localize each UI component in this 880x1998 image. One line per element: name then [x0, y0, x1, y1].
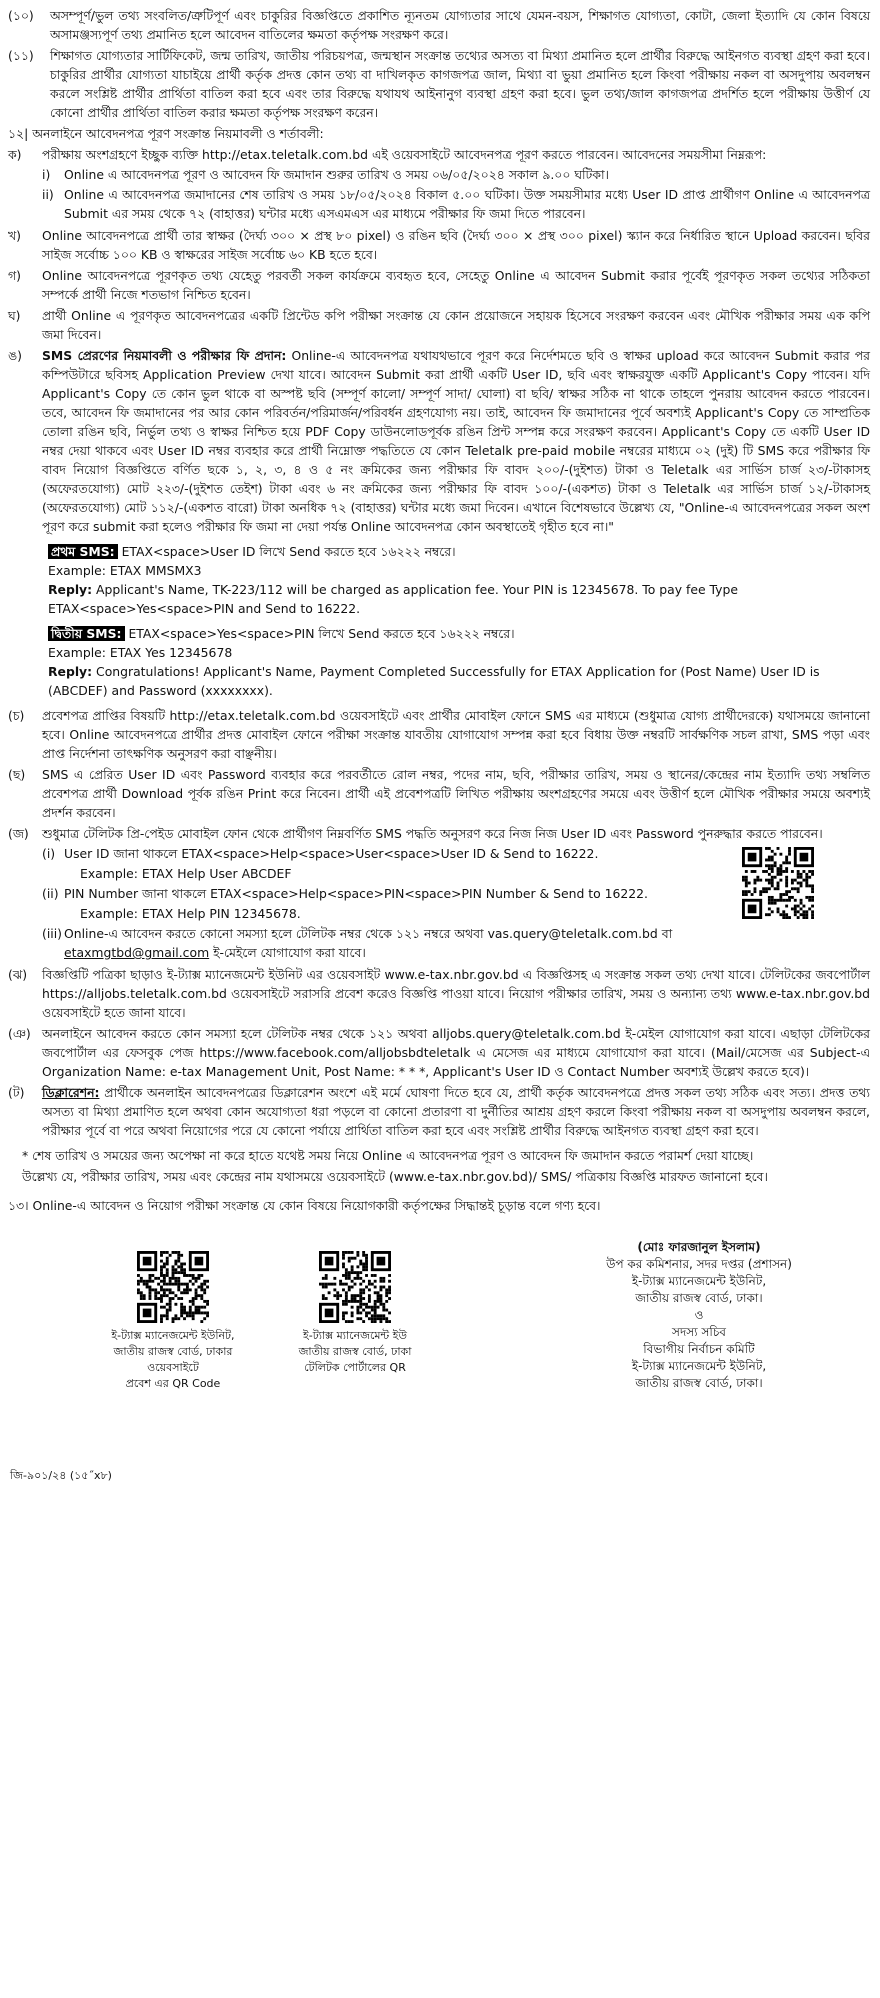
- qr-code-icon: [742, 847, 814, 919]
- clause-ka: [8, 145, 870, 224]
- sms-second-instruction: ETAX<space>Yes<space>PIN লিখে Send করতে হবে ১৬২২২ নম্বরে।: [128, 626, 515, 641]
- email-link[interactable]: etaxmgtbd@gmail.com: [64, 945, 210, 960]
- clause-number: (জ): [8, 826, 29, 841]
- clause-text: Online আবেদনপত্রে পূরণকৃত তথ্য যেহেতু পরবর্তী সকল কার্যক্রমে ব্যবহৃত হবে, সেহেতু Online এ আবেদন Submit করার পূর্বেই পূরণকৃত সকল তথ্যের সঠিকতা সম্পর্কে প্রার্থী নিজে শতভাগ নিশ্চিত হবেন।: [42, 268, 870, 302]
- clause-10: [8, 6, 870, 44]
- recover-user-id-example: Example: ETAX Help User ABCDEF: [80, 866, 292, 881]
- sms-first-reply: Applicant's Name, TK-223/112 will be charged as application fee. Your PIN is 12345678. To pay fee Type ETAX<space>Yes<space>PIN and Send to 16222.: [48, 582, 738, 616]
- clause-nya: [8, 1024, 870, 1081]
- clause-ung: [8, 346, 870, 536]
- sms-first-block: [48, 542, 870, 618]
- qr-block-teletalk: ই-ট্যাক্স ম্যানেজমেন্ট ইউ জাতীয় রাজস্ব বোর্ড, ঢাকা টেলিটক পোর্টালের QR: [270, 1251, 440, 1376]
- clause-ta: [8, 1083, 870, 1140]
- sms-second-reply: Congratulations! Applicant's Name, Payment Completed Successfully for ETAX Application for (Post Name) User ID is (ABCDEF) and Password (xxxxxxxx).: [48, 664, 820, 698]
- contact-text: Online-এ আবেদন করতে কোনো সমস্যা হলে টেলিটক নম্বর থেকে ১২১ নম্বরে অথবা vas.query@teletalk.com.bd বা: [64, 926, 673, 941]
- sms-second-example: Example: ETAX Yes 12345678: [48, 645, 233, 660]
- clause-number: (১১): [8, 48, 34, 63]
- clause-text: অসম্পূর্ণ/ভুল তথ্য সংবলিত/ত্রুটিপূর্ণ এবং চাকুরির বিজ্ঞপ্তিতে প্রকাশিত ন্যূনতম যোগ্যতার সাথে যেমন-বয়স, শিক্ষাগত যোগ্যতা, কোটা, জেলা ইত্যাদি যে কোন বিষয়ে অসামঞ্জস্যপূর্ণ তথ্য প্রমানিত হলে আবেদন বাতিলের ক্ষমতা কর্তৃপক্ষ সংরক্ষণ করে।: [50, 8, 870, 42]
- recover-pin-text: PIN Number জানা থাকলে ETAX<space>Help<space>PIN<space>PIN Number & Send to 16222.: [64, 886, 648, 901]
- clause-text: প্রার্থী Online এ পূরণকৃত আবেদনপত্রের একটি প্রিন্টেড কপি পরীক্ষা সংক্রান্ত যে কোন প্রয়োজনে সহায়ক হিসেবে সংরক্ষণ করবেন এবং মৌখিক পরীক্ষার সময় এক কপি জমা দিবেন।: [42, 308, 870, 342]
- clause-number: (১০): [8, 8, 34, 23]
- signature-block: (মোঃ ফারজানুল ইসলাম) উপ কর কমিশনার, সদর দপ্তর (প্রশাসন) ই-ট্যাক্স ম্যানেজমেন্ট ইউনিট, জাতীয় রাজস্ব বোর্ড, ঢাকা। ও সদস্য সচিব বিভাগীয় নির্বাচন কমিটি ই-ট্যাক্স ম্যানেজমেন্ট ইউনিট, জাতীয় রাজস্ব বোর্ড, ঢাকা।: [554, 1239, 844, 1392]
- clause-text: পরীক্ষায় অংশগ্রহণে ইচ্ছুক ব্যক্তি http://etax.teletalk.com.bd এই ওয়েবসাইটে আবেদনপত্র পূরণ করতে পারবেন। আবেদনের সময়সীমা নিম্নরূপ:: [42, 147, 767, 162]
- section-12-heading: ১২| অনলাইনে আবেদনপত্র পূরণ সংক্রান্ত নিয়মাবলী ও শর্তাবলী:: [8, 126, 324, 141]
- clause-text: Online-এ আবেদনপত্র যথাযথভাবে পূরণ করে নির্দেশমতে ছবি ও স্বাক্ষর upload করে আবেদন Submit করার পর কম্পিউটারে ছবিসহ Application Preview দেখা যাবে। আবেদন Submit করা প্রার্থী একটি User ID, ছবি এবং স্বাক্ষরযুক্ত একটি Applicant's Copy পাবেন। যদি Applicant's Copy তে কোন ভুল থাকে বা অস্পষ্ট ছবি (সম্পূর্ণ কালো/ সম্পূর্ণ সাদা/ ঘোলা) বা ছবি/ স্বাক্ষর সঠিক না থাকে তাহলে পুনরায় আবেদন করতে পারবেন। তবে, আবেদন ফি জমাদানের পর আর কোন পরিবর্তন/পরিমার্জন/পরিবর্ধন গ্রহণযোগ্য নয়। তাই, আবেদন ফি জমাদানের পূর্বে অবশ্যই Applicant's Copy তে সাম্প্রতিক তোলা রঙিন ছবি, নির্ভুল তথ্য ও স্বাক্ষর নিশ্চিত হয়ে PDF Copy ডাউনলোডপূর্বক রঙিন প্রিন্ট সম্পন্ন করে সংরক্ষণ করবেন। Applicant's Copy তে একটি User ID নম্বর দেয়া থাকবে এবং User ID নম্বর ব্যবহার করে প্রার্থী নিম্নোক্ত পদ্ধতিতে যে কোন Teletalk pre-paid mobile নম্বরের মাধ্যমে ০২ (দুই) টি SMS করে পরীক্ষার ফি বাবদ নিয়োগ বিজ্ঞপ্তিতে বর্ণিত ছকে ১, ২, ৩, ৪ ও ৫ নং ক্রমিকের জন্য পরীক্ষার ফি বাবদ ২০০/-(দুইশত) টাকা ও Teletalk এর সার্ভিস চার্জ ২৩/-টাকাসহ (অফেরতযোগ্য) মোট ২২৩/-(দুইশত তেইশ) টাকা এবং ৬ নং ক্রমিকের জন্য পরীক্ষার ফি বাবদ ১০০/-(একশত) টাকা ও Teletalk এর সার্ভিস চার্জ ১২/-টাকাসহ (অফেরতযোগ্য) মোট ১১২/-(একশত বারো) টাকা অনধিক ৭২ (বাহাত্তর) ঘন্টার মধ্যে জমা দিবেন। এখানে বিশেষভাবে উল্লেখ্য যে, "Online-এ আবেদনপত্রের সকল অংশ পূরণ করে submit করা হলেও পরীক্ষার ফি জমা না দেয়া পর্যন্ত Online আবেদনপত্র কোন অবস্থাতেই গৃহীত হবে না।": [42, 348, 870, 534]
- clause-number: খ): [8, 228, 21, 243]
- clause-text: শিক্ষাগত যোগ্যতার সার্টিফিকেট, জন্ম তারিখ, জাতীয় পরিচয়পত্র, জন্মস্থান সংক্রান্ত তথ্যের অসত্য বা মিথ্যা প্রমানিত হলে প্রার্থীর বিরুদ্ধে আইনগত ব্যবস্থা গ্রহণ করা হবে। চাকুরির প্রার্থীর যোগ্যতা যাচাইয়ে প্রার্থী কর্তৃক প্রদত্ত কোন তথ্য বা দাখিলকৃত কাগজপত্র জাল, মিথ্যা বা ভুয়া প্রমানিত হলে কিংবা পরীক্ষায় নকল বা অসদুপায় অবলম্বন করলে সংশ্লিষ্ট প্রার্থীর প্রার্থিতা বাতিল করা হবে এবং তার বিরুদ্ধে যথাযথ আইনানুগ ব্যবস্থা গ্রহণ করা হবে। ভুল তথ্য/জাল কাগজপত্র প্রদর্শিত হলে পরীক্ষায় উত্তীর্ণ যে কোনো প্রার্থীর প্রার্থিতা বাতিল করার ক্ষমতা কর্তৃপক্ষ সংরক্ষণ করেন।: [50, 48, 870, 120]
- recover-user-id-text: User ID জানা থাকলে ETAX<space>Help<space>User<space>User ID & Send to 16222.: [64, 846, 599, 861]
- clause-title: SMS প্রেরণের নিয়মাবলী ও পরীক্ষার ফি প্রদান:: [42, 348, 287, 363]
- sms-second-tag: দ্বিতীয় SMS:: [48, 626, 125, 641]
- footer: [8, 1229, 870, 1489]
- clause-jha: [8, 965, 870, 1022]
- clause-number: (চ): [8, 708, 25, 723]
- sms-first-instruction: ETAX<space>User ID লিখে Send করতে হবে ১৬২২২ নম্বরে।: [121, 544, 456, 559]
- clause-text: বিজ্ঞপ্তিটি পত্রিকা ছাড়াও ই-ট্যাক্স ম্যানেজমেন্ট ইউনিট এর ওয়েবসাইট www.e-tax.nbr.gov.bd এ বিজ্ঞপ্তিসহ এ সংক্রান্ত সকল তথ্য দেখা যাবে। টেলিটকের জবপোর্টাল https://alljobs.teletalk.com.bd ওয়েবসাইটে সরাসরি প্রবেশ করেও বিজ্ঞপ্তি পাওয়া যাবে। নিয়োগ পরীক্ষার তারিখ, সময় ও অন্যান্য তথ্য www.e-tax.nbr.gov.bd ওয়েবসাইটে হতে জানা যাবে।: [42, 967, 870, 1020]
- clause-number: গ): [8, 268, 21, 283]
- note-deadline: * শেষ তারিখ ও সময়ের জন্য অপেক্ষা না করে হাতে যথেষ্ট সময় নিয়ে Online এ আবেদনপত্র পূরণ ও আবেদন ফি জমাদান করতে পরামর্শ দেয়া যাচ্ছে।: [22, 1148, 754, 1163]
- print-code: জি-৯০১/২৪ (১৫˝x৮): [10, 1469, 112, 1482]
- recover-pin-example: Example: ETAX Help PIN 12345678.: [80, 906, 301, 921]
- clause-ga: [8, 266, 870, 304]
- clause-kha: [8, 226, 870, 264]
- clause-gha: [8, 306, 870, 344]
- clause-text: শুধুমাত্র টেলিটক প্রি-পেইড মোবাইল ফোন থেকে প্রার্থীগণ নিম্নবর্ণিত SMS পদ্ধতি অনুসরণ করে নিজ নিজ User ID এবং Password পুনরুদ্ধার করতে পারবেন।: [42, 826, 823, 841]
- clause-text: প্রবেশপত্র প্রাপ্তির বিষয়টি http://etax.teletalk.com.bd ওয়েবসাইটে এবং প্রার্থীর মোবাইল ফোনে SMS এর মাধ্যমে (শুধুমাত্র যোগ্য প্রার্থীদেরকে) যথাসময়ে জানানো হবে। Online আবেদনপত্রে প্রার্থীর প্রদত্ত মোবাইল ফোনে পরীক্ষা সংক্রান্ত যাবতীয় যোগাযোগ সম্পন্ন করা হবে বিধায় উক্ত নম্বরটি সার্বক্ষণিক সচল রাখা, SMS পড়া এবং প্রাপ্ত নির্দেশনা তাৎক্ষণিক অনুসরণ করা বাঞ্ছনীয়।: [42, 708, 870, 761]
- clause-number: (ছ): [8, 767, 26, 782]
- clause-11: [8, 46, 870, 122]
- sub-item-ii: ii) Online এ আবেদনপত্র জমাদানের শেষ তারিখ ও সময় ১৮/০৫/২০২৪ বিকাল ৫.০০ ঘটিকা। উক্ত সময়সীমার মধ্যে User ID প্রাপ্ত প্রার্থীগণ Online এ আবেদনপত্র Submit এর সময় থেকে ৭২ (বাহাত্তর) ঘন্টার মধ্যে এসএমএস এর মাধ্যমে পরীক্ষার ফি জমা দিতে পারবেন।: [42, 187, 870, 221]
- sms-first-reply-label: Reply:: [48, 582, 93, 597]
- note-exam-info: উল্লেখ্য যে, পরীক্ষার তারিখ, সময় এবং কেন্দ্রের নাম যথাসময়ে ওয়েবসাইটে (www.e-tax.nbr.gov.bd)/ SMS/ পত্রিকায় বিজ্ঞপ্তি মারফত জানানো হবে।: [22, 1169, 768, 1184]
- clause-number: ঙ): [8, 348, 22, 363]
- clause-cha: [8, 706, 870, 763]
- sub-item-i: i) Online এ আবেদনপত্র পূরণ ও আবেদন ফি জমাদান শুরুর তারিখ ও সময় ০৬/০৫/২০২৪ সকাল ৯.০০ ঘটিকা।: [42, 167, 609, 182]
- clause-number: ঘ): [8, 308, 21, 323]
- clause-ja: (জ) শুধুমাত্র টেলিটক প্রি-পেইড মোবাইল ফোন থেকে প্রার্থীগণ নিম্নবর্ণিত SMS পদ্ধতি অনুসরণ করে নিজ নিজ User ID এবং Password পুনরুদ্ধার করতে পারবেন। (i) User ID জানা থাকলে ETAX<space>Help<space>User<space>User ID & Send to 16222. Example: ETAX Help User ABCDEF (ii) PIN Number জানা থাকলে ETAX<space>Help<space>PIN<space>PIN Number & Send to 16222. Example: ETAX Help PIN 12345678. (iii) Online-এ আবেদন করতে কোনো সমস্যা হলে টেলিটক নম্বর থেকে ১২১ নম্বরে অথবা vas.query@teletalk.com.bd বা etaxmgtbd@gmail.com ই-মেইলে যোগাযোগ করা যাবে।: [8, 824, 870, 963]
- clause-text: SMS এ প্রেরিত User ID এবং Password ব্যবহার করে পরবর্তীতে রোল নম্বর, পদের নাম, ছবি, পরীক্ষার তারিখ, সময় ও স্থানের/কেন্দ্রের নাম ইত্যাদি তথ্য সম্বলিত প্রবেশপত্র প্রার্থী Download পূর্বক রঙিন Print করে নিবেন। প্রার্থী এই প্রবেশপত্রটি লিখিত পরীক্ষায় অংশগ্রহণের সময়ে এবং উত্তীর্ণ হলে মৌখিক পরীক্ষার সময়ে অবশ্যই প্রদর্শন করবেন।: [42, 767, 870, 820]
- sms-first-tag: প্রথম SMS:: [48, 544, 118, 559]
- qr-block-website: ই-ট্যাক্স ম্যানেজমেন্ট ইউনিট, জাতীয় রাজস্ব বোর্ড, ঢাকার ওয়েবসাইটে প্রবেশ এর QR Code: [88, 1251, 258, 1392]
- clause-title: ডিক্লারেশন:: [42, 1085, 100, 1100]
- sms-second-reply-label: Reply:: [48, 664, 93, 679]
- qr-code-icon: [137, 1251, 209, 1323]
- clause-chha: [8, 765, 870, 822]
- clause-number: (ঝ): [8, 967, 28, 982]
- qr-code-side: [742, 847, 814, 924]
- sms-first-example: Example: ETAX MMSMX3: [48, 563, 202, 578]
- clause-text: অনলাইনে আবেদন করতে কোন সমস্যা হলে টেলিটক নম্বর থেকে ১২১ অথবা alljobs.query@teletalk.com.bd ই-মেইল যোগাযোগ করা যাবে। এছাড়া টেলিটকের জবপোর্টাল এর ফেসবুক পেজ https://www.facebook.com/alljobsbdteletalk এ মেসেজ এর মাধ্যমে যোগাযোগ করা যাবে। (Mail/মেসেজ এর Subject-এ Organization Name: e-tax Management Unit, Post Name: * * *, Applicant's User ID ও Contact Number অবশ্যই উল্লেখ করতে হবে)।: [42, 1026, 870, 1079]
- clause-text: Online আবেদনপত্রে প্রার্থী তার স্বাক্ষর (দৈর্ঘ্য ৩০০ × প্রস্থ ৮০ pixel) ও রঙিন ছবি (দৈর্ঘ্য ৩০০ × প্রস্থ ৩০০ pixel) স্ক্যান করে নির্ধারিত স্থানে Upload করবেন। ছবির সাইজ সর্বোচ্চ ১০০ KB ও স্বাক্ষরের সাইজ সর্বোচ্চ ৬০ KB হতে হবে।: [42, 228, 870, 262]
- section-13: ১৩। Online-এ আবেদন ও নিয়োগ পরীক্ষা সংক্রান্ত যে কোন বিষয়ে নিয়োগকারী কর্তৃপক্ষের সিদ্ধান্তই চূড়ান্ত বলে গণ্য হবে।: [8, 1198, 601, 1213]
- signatory-name: (মোঃ ফারজানুল ইসলাম): [637, 1240, 761, 1254]
- sms-second-block: [48, 624, 870, 700]
- qr-code-icon: [319, 1251, 391, 1323]
- clause-text: প্রার্থীকে অনলাইন আবেদনপত্রের ডিক্লারেশন অংশে এই মর্মে ঘোষণা দিতে হবে যে, প্রার্থী কর্তৃক আবেদনপত্রে প্রদত্ত সকল তথ্য সঠিক এবং সত্য। প্রদত্ত তথ্য অসত্য বা মিথ্যা প্রমাণিত হলে অথবা কোন অযোগ্যতা ধরা পড়লে বা কোনো প্রতারণা বা দুর্নীতির আশ্রয় গ্রহণ করলে কিংবা পরীক্ষায় নকল বা অসদুপায় অবলম্বন করলে, পরীক্ষার পূর্বে বা পরে অথবা নিয়োগের পরে যে কোনো পর্যায়ে প্রার্থিতা বাতিল করা হবে এবং সংশ্লিষ্ট প্রার্থীর বিরুদ্ধে আইনগত ব্যবস্থা গ্রহণ করা হবে।: [42, 1085, 870, 1138]
- clause-number: ক): [8, 147, 22, 162]
- clause-number: (ঞ): [8, 1026, 31, 1041]
- clause-number: (ট): [8, 1085, 25, 1100]
